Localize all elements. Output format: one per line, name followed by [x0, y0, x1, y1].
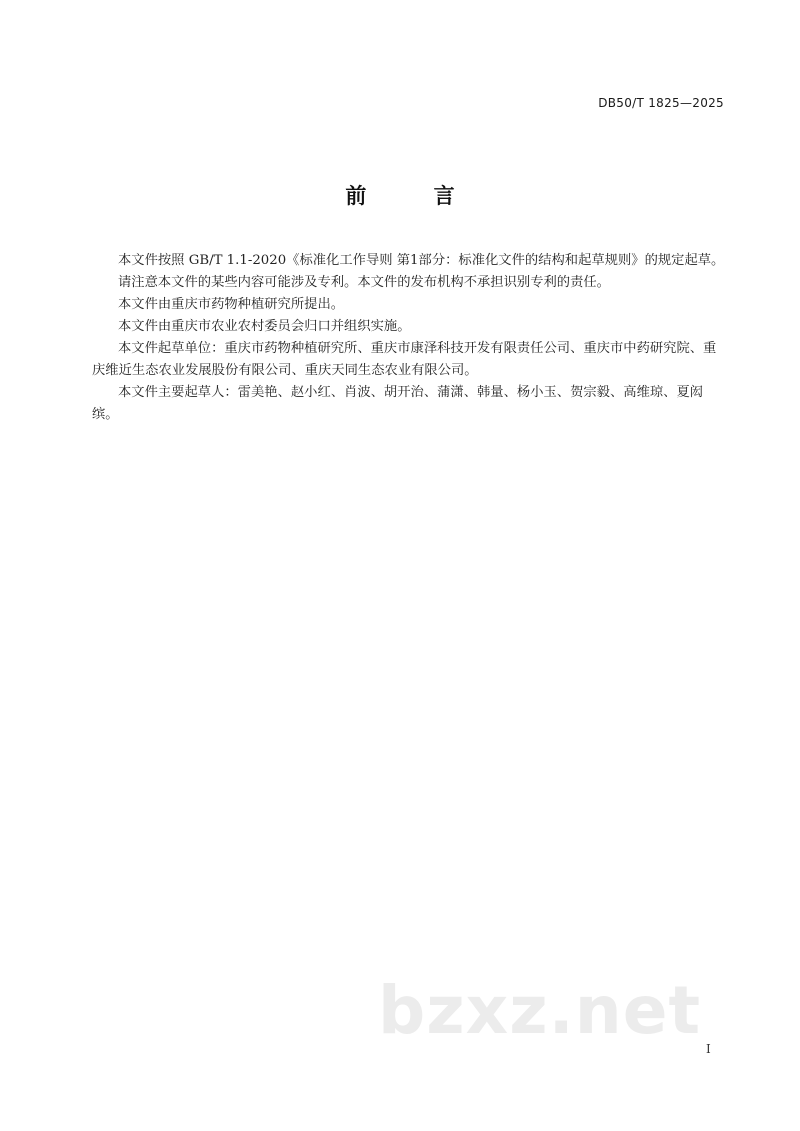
preface-body — [92, 250, 726, 426]
paragraph-patent-notice: 请注意本文件的某些内容可能涉及专利。本文件的发布机构不承担识别专利的责任。 — [118, 275, 610, 290]
watermark: bzxz.net — [378, 972, 702, 1049]
page-number: I — [706, 1042, 711, 1056]
paragraph-drafters: 本文件主要起草人：雷美艳、赵小红、肖波、胡开治、蒲潇、韩量、杨小玉、贺宗毅、高维琼、夏闳缤。 — [92, 385, 704, 422]
document-code: DB50/T 1825—2025 — [598, 96, 724, 110]
paragraph-proposer: 本文件由重庆市药物种植研究所提出。 — [118, 297, 345, 312]
paragraph-drafting-rules: 本文件按照 GB/T 1.1-2020《标准化工作导则 第1部分：标准化文件的结构和起草规则》的规定起草。 — [118, 253, 725, 268]
paragraph-administrator: 本文件由重庆市农业农村委员会归口并组织实施。 — [118, 319, 411, 334]
section-title: 前 言 — [345, 184, 485, 208]
paragraph-drafting-units: 本文件起草单位：重庆市药物种植研究所、重庆市康泽科技开发有限责任公司、重庆市中药研究院、重庆维近生态农业发展股份有限公司、重庆天同生态农业有限公司。 — [92, 341, 717, 378]
